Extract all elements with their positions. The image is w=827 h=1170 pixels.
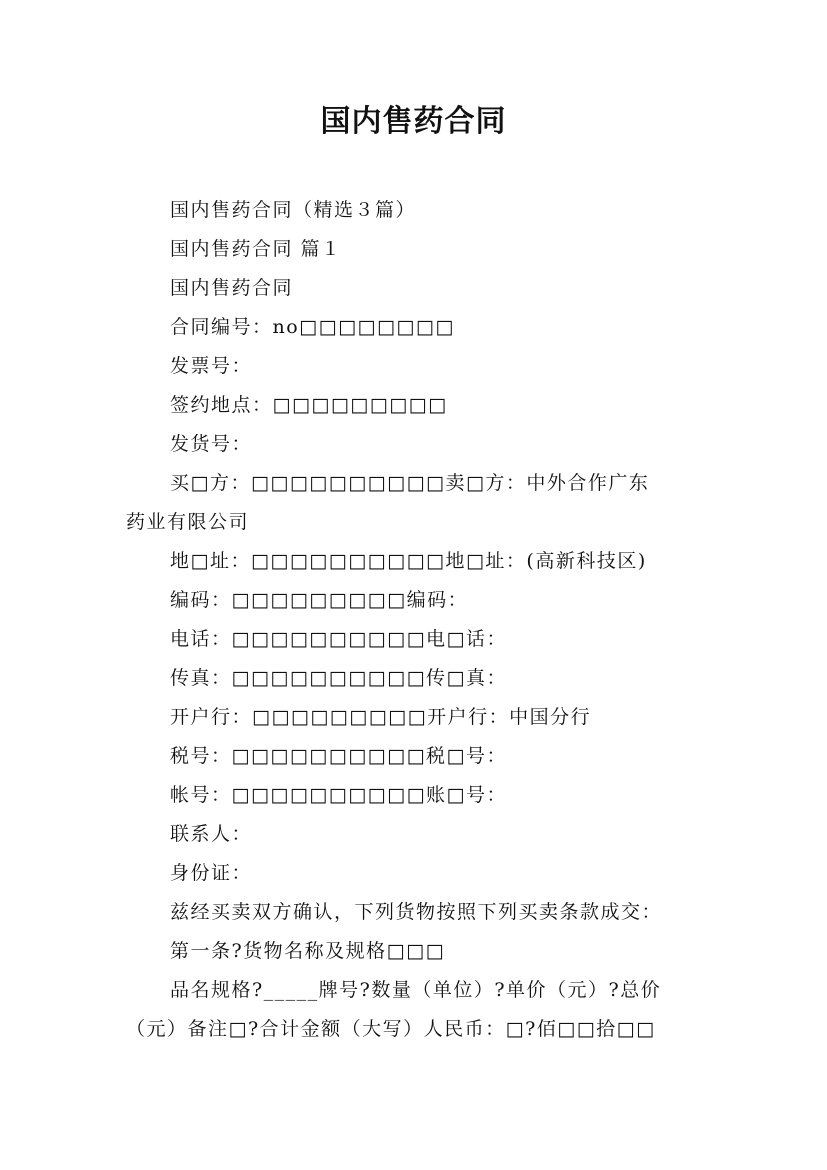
text-line: 合同编号：no□□□□□□□□	[170, 316, 455, 338]
text-line: 品名规格?_____牌号?数量（单位）?单价（元）?总价	[170, 979, 662, 1001]
text-line: 编码：□□□□□□□□□编码：	[170, 589, 469, 611]
text-line: 国内售药合同（精选３篇）	[170, 199, 417, 221]
text-line: 地□址：□□□□□□□□□□地□址：(高新科技区)	[170, 550, 647, 572]
text-line: 电话：□□□□□□□□□□电□话：	[170, 628, 507, 650]
document-title: 国内售药合同	[320, 104, 507, 139]
text-line: 身份证：	[170, 862, 253, 884]
text-line: （元）备注□?合计金额（大写）人民币：□?佰□□拾□□	[126, 1018, 656, 1040]
text-line: 联系人：	[170, 823, 253, 845]
text-line: 传真：□□□□□□□□□□传□真：	[170, 667, 507, 689]
text-line: 第一条?货物名称及规格□□□	[170, 940, 446, 962]
text-line: 签约地点：□□□□□□□□□	[170, 394, 448, 416]
text-line: 开户行：□□□□□□□□□开户行：中国分行	[170, 706, 592, 728]
text-line: 税号：□□□□□□□□□□税□号：	[170, 745, 507, 767]
text-line: 发货号：	[170, 433, 253, 455]
text-line: 买□方：□□□□□□□□□□卖□方：中外合作广东	[170, 472, 650, 494]
text-line: 帐号：□□□□□□□□□□账□号：	[170, 784, 507, 806]
text-line: 药业有限公司	[126, 511, 250, 533]
text-line: 发票号：	[170, 355, 253, 377]
text-line: 国内售药合同 篇１	[170, 238, 342, 260]
text-line: 国内售药合同	[170, 277, 294, 299]
text-line: 兹经买卖双方确认，下列货物按照下列买卖条款成交：	[170, 901, 663, 923]
